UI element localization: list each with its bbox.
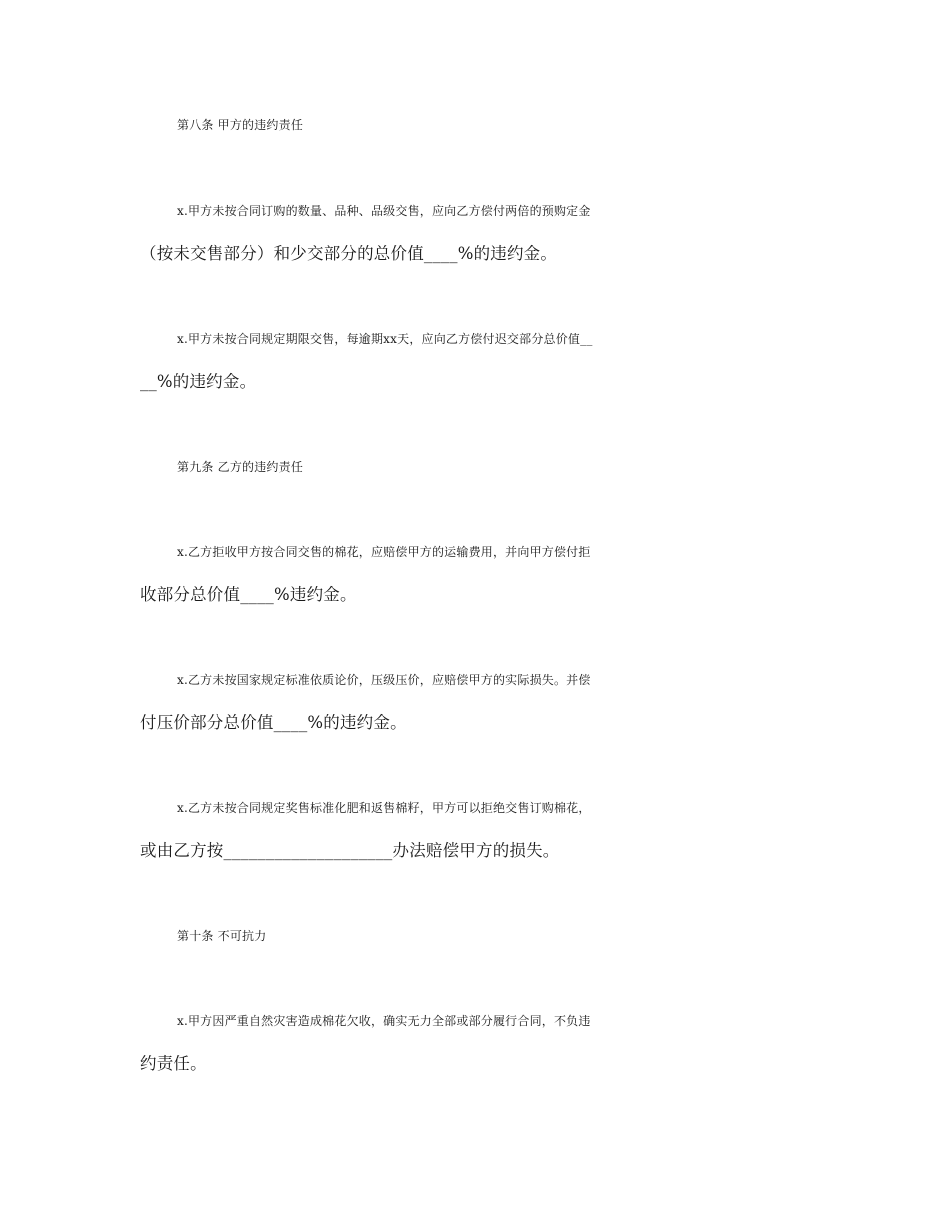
article-9-clause-3-line-2: 或由乙方按____________________办法赔偿甲方的损失。 <box>140 841 560 860</box>
article-9-heading: 第九条 乙方的违约责任 <box>177 460 304 474</box>
article-8-clause-1-line-2: （按未交售部分）和少交部分的总价值____%的违约金。 <box>140 244 558 263</box>
article-9-clause-2-line-1: x.乙方未按国家规定标准依质论价，压级压价，应赔偿甲方的实际损失。并偿 <box>177 673 591 687</box>
article-10-clause-1-line-2: 约责任。 <box>140 1054 207 1073</box>
article-9-clause-3-line-1: x.乙方未按合同规定奖售标准化肥和返售棉籽，甲方可以拒绝交售订购棉花， <box>177 801 591 815</box>
article-9-clause-1-line-1: x.乙方拒收甲方按合同交售的棉花，应赔偿甲方的运输费用，并向甲方偿付拒 <box>177 545 591 559</box>
article-9-clause-1-line-2: 收部分总价值____%违约金。 <box>140 585 357 604</box>
article-8-clause-1-line-1: x.甲方未按合同订购的数量、品种、品级交售，应向乙方偿付两倍的预购定金 <box>177 204 591 218</box>
article-10-clause-1-line-1: x.甲方因严重自然灾害造成棉花欠收，确实无力全部或部分履行合同，不负违 <box>177 1014 591 1028</box>
article-8-clause-2-line-1: x.甲方未按合同规定期限交售，每逾期xx天，应向乙方偿付迟交部分总价值__ <box>177 332 593 346</box>
article-9-clause-2-line-2: 付压价部分总价值____%的违约金。 <box>140 713 407 732</box>
article-8-heading: 第八条 甲方的违约责任 <box>177 118 304 132</box>
article-8-clause-2-line-2: __%的违约金。 <box>140 372 257 391</box>
article-10-heading: 第十条 不可抗力 <box>177 929 267 943</box>
